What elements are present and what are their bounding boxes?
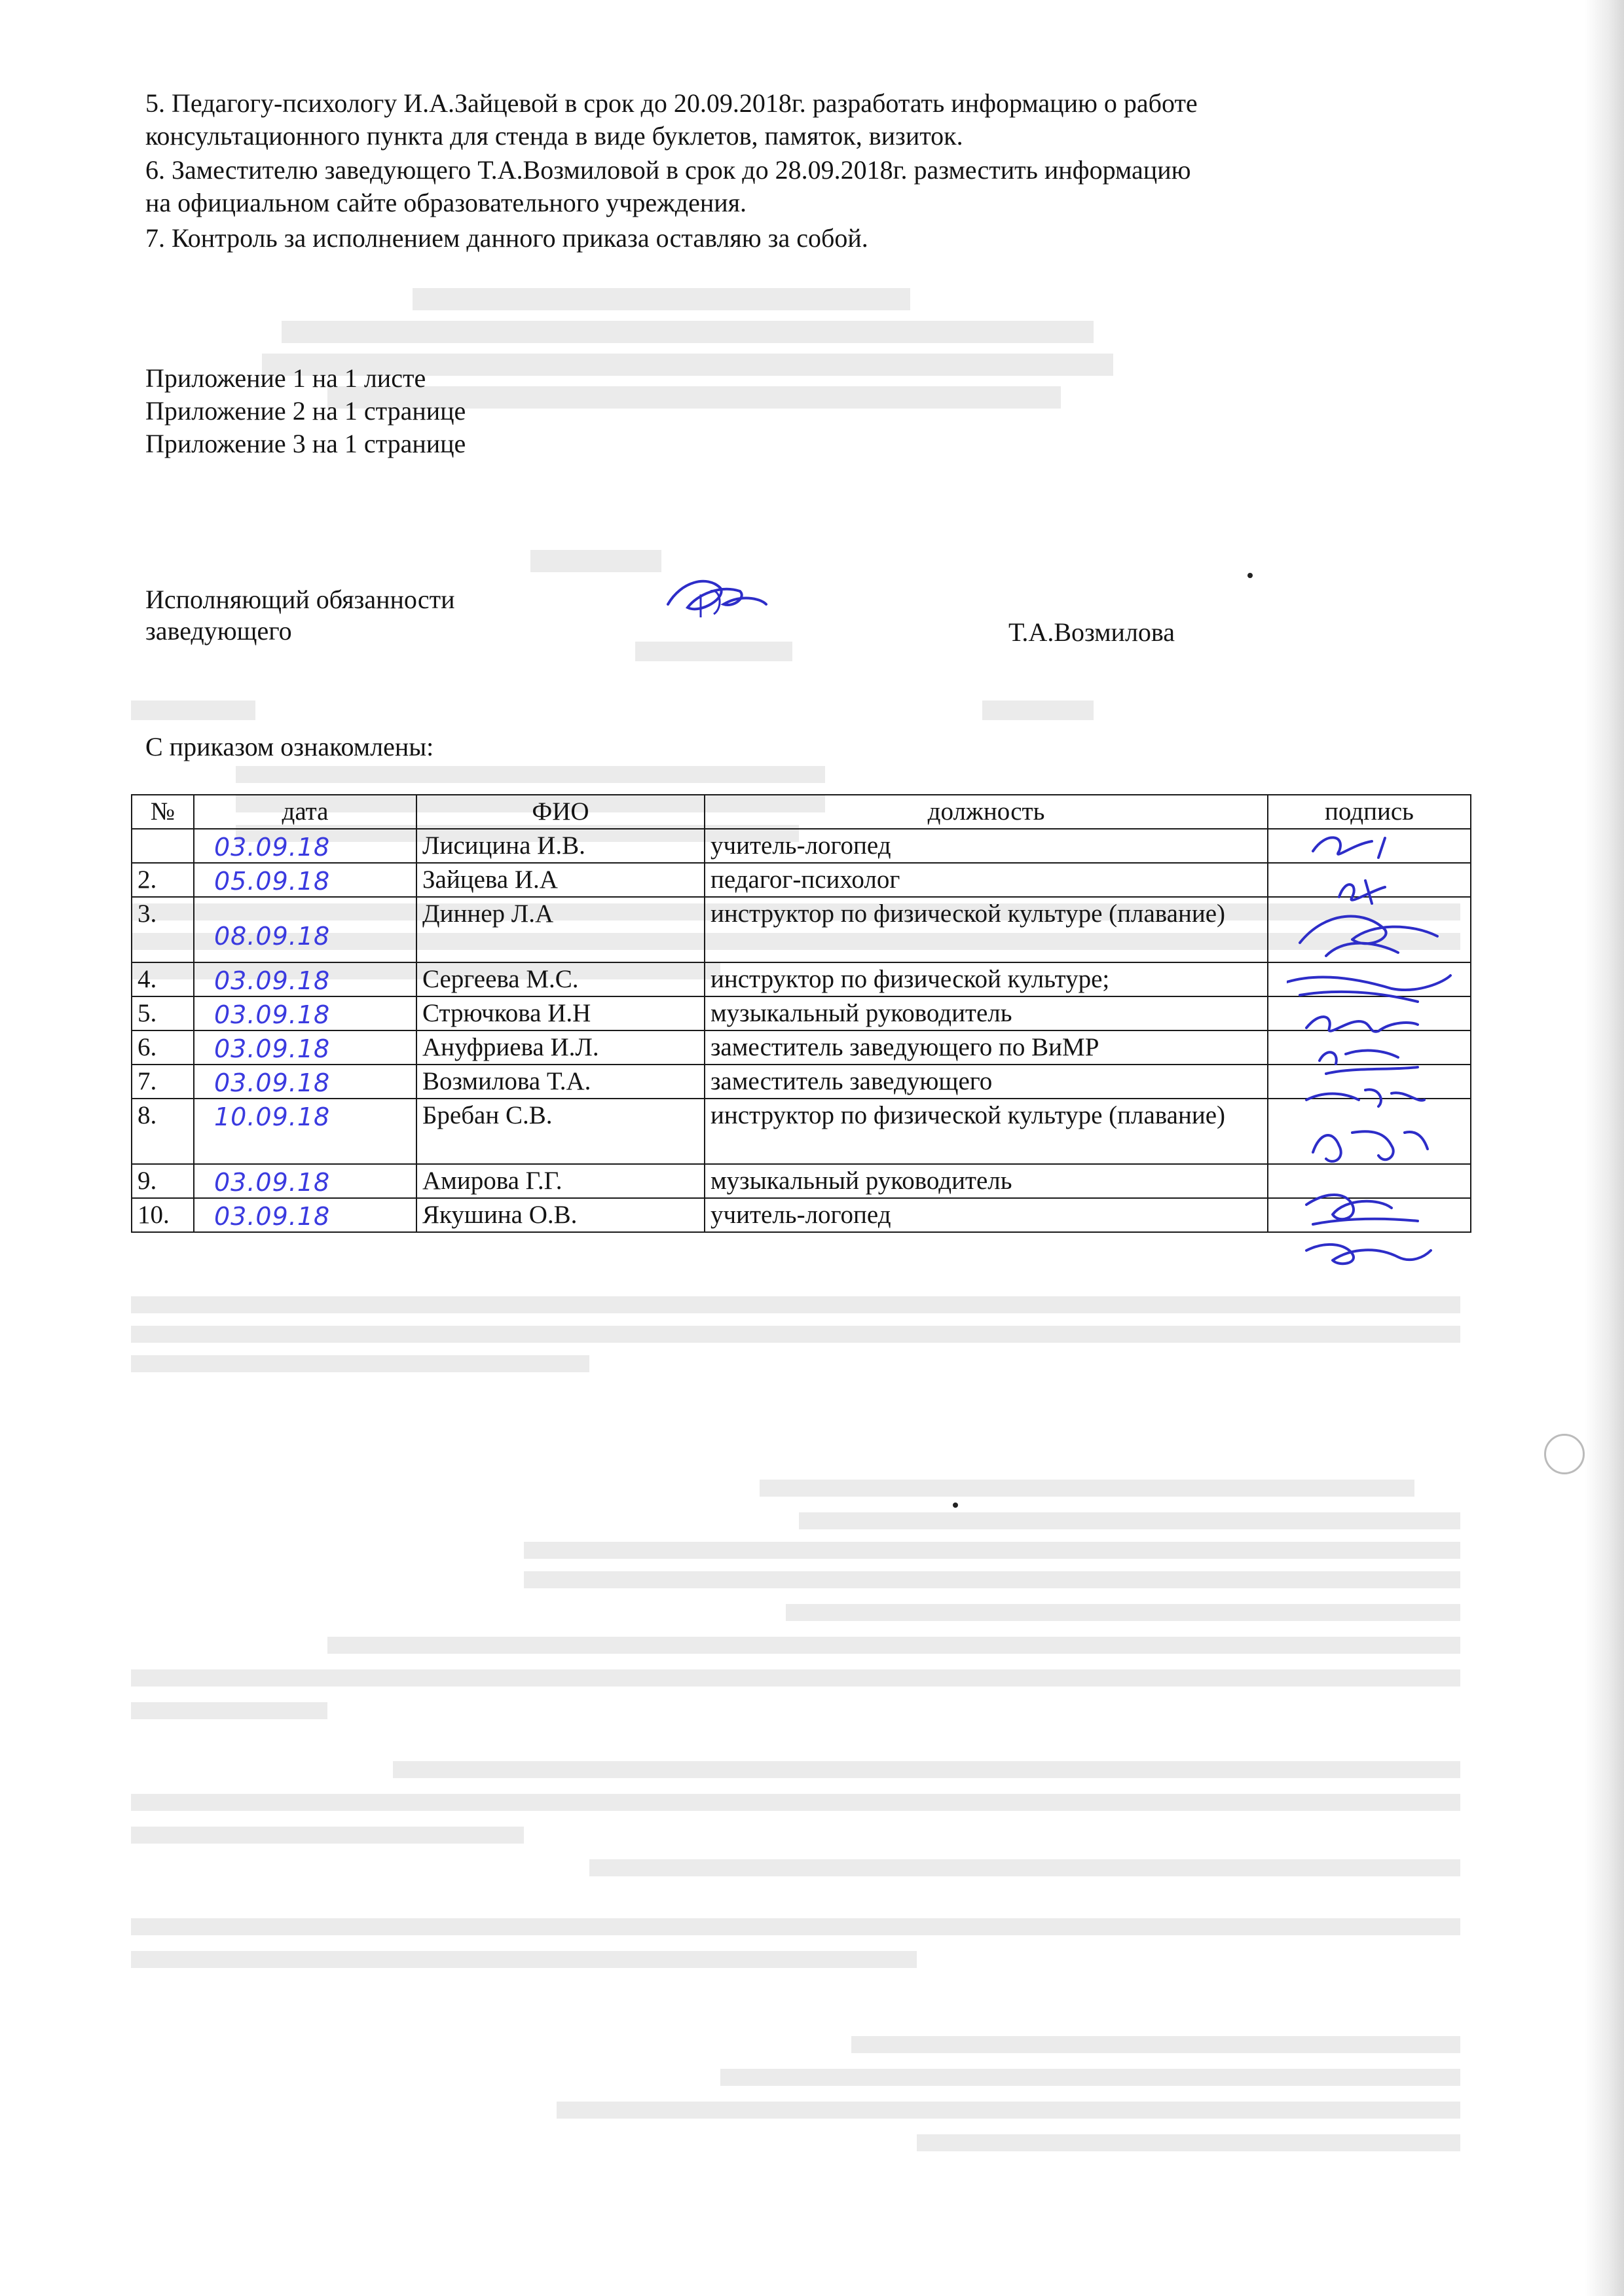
director-signature bbox=[661, 568, 773, 634]
table-row bbox=[132, 1099, 1471, 1164]
col-header-date: дата bbox=[194, 795, 416, 829]
table-row bbox=[132, 863, 1471, 897]
row-position: учитель-логопед bbox=[705, 1198, 1268, 1232]
row-date-cell bbox=[194, 1164, 416, 1198]
row-date: 03.09.18 bbox=[214, 1034, 331, 1063]
row-date-cell bbox=[194, 1099, 416, 1164]
row-number bbox=[132, 829, 194, 863]
row-date-cell bbox=[194, 897, 416, 962]
row-date: 05.09.18 bbox=[214, 867, 331, 896]
attachments-list bbox=[145, 362, 466, 460]
row-number: 5. bbox=[132, 996, 194, 1030]
ink-dot bbox=[1247, 573, 1253, 578]
item-6-line-2: на официальном сайте образовательного учреждения. bbox=[145, 188, 747, 217]
row-number: 2. bbox=[132, 863, 194, 897]
ink-dot bbox=[953, 1503, 958, 1508]
row-date-cell bbox=[194, 996, 416, 1030]
row-date-cell bbox=[194, 1065, 416, 1099]
row-position: музыкальный руководитель bbox=[705, 996, 1268, 1030]
row-position: инструктор по физической культуре (плавание) bbox=[705, 1099, 1268, 1164]
row-name: Диннер Л.А bbox=[416, 897, 705, 962]
table-row bbox=[132, 996, 1471, 1030]
acknowledgement-table bbox=[131, 794, 1471, 1233]
item-5-line-2: консультационного пункта для стенда в виде буклетов, памяток, визиток. bbox=[145, 121, 963, 151]
table-row bbox=[132, 962, 1471, 996]
col-header-position: должность bbox=[705, 795, 1268, 829]
row-date: 10.09.18 bbox=[214, 1102, 331, 1131]
item-5-line-1: 5. Педагогу-психологу И.А.Зайцевой в срок до 20.09.2018г. разработать информацию о работе bbox=[145, 88, 1198, 118]
table-row bbox=[132, 1030, 1471, 1065]
row-number: 3. bbox=[132, 897, 194, 962]
punch-hole-mark bbox=[1544, 1434, 1585, 1474]
table-row bbox=[132, 1164, 1471, 1198]
row-name: Бребан С.В. bbox=[416, 1099, 705, 1164]
row-date: 03.09.18 bbox=[214, 1168, 331, 1197]
table-header-row bbox=[132, 795, 1471, 829]
col-header-name: ФИО bbox=[416, 795, 705, 829]
attachment-1: Приложение 1 на 1 листе bbox=[145, 363, 426, 393]
row-position: заместитель заведующего по ВиМР bbox=[705, 1030, 1268, 1065]
signatory-role-line-1: Исполняющий обязанности bbox=[145, 585, 455, 614]
row-date-cell bbox=[194, 1030, 416, 1065]
row-number: 8. bbox=[132, 1099, 194, 1164]
handwritten-signatures bbox=[1287, 825, 1470, 1316]
row-date-cell bbox=[194, 829, 416, 863]
row-name: Сергеева М.С. bbox=[416, 962, 705, 996]
row-name: Возмилова Т.А. bbox=[416, 1065, 705, 1099]
row-position: заместитель заведующего bbox=[705, 1065, 1268, 1099]
acknowledged-label: С приказом ознакомлены: bbox=[145, 732, 434, 761]
row-date: 03.09.18 bbox=[214, 1000, 331, 1029]
row-position: учитель-логопед bbox=[705, 829, 1268, 863]
attachment-3: Приложение 3 на 1 странице bbox=[145, 429, 466, 458]
row-position: педагог-психолог bbox=[705, 863, 1268, 897]
row-number: 9. bbox=[132, 1164, 194, 1198]
row-number: 10. bbox=[132, 1198, 194, 1232]
row-date: 03.09.18 bbox=[214, 1202, 331, 1231]
table-row bbox=[132, 829, 1471, 863]
row-date: 03.09.18 bbox=[214, 833, 331, 862]
row-name: Ануфриева И.Л. bbox=[416, 1030, 705, 1065]
row-date: 03.09.18 bbox=[214, 1068, 331, 1097]
row-number: 4. bbox=[132, 962, 194, 996]
row-position: музыкальный руководитель bbox=[705, 1164, 1268, 1198]
item-7-line-1: 7. Контроль за исполнением данного приказа оставляю за собой. bbox=[145, 223, 868, 253]
col-header-signature: подпись bbox=[1268, 795, 1471, 829]
row-date-cell bbox=[194, 863, 416, 897]
row-name: Лисицина И.В. bbox=[416, 829, 705, 863]
table-row bbox=[132, 1198, 1471, 1232]
item-6-line-1: 6. Заместителю заведующего Т.А.Возмиловой в срок до 28.09.2018г. разместить информацию bbox=[145, 155, 1191, 185]
row-name: Якушина О.В. bbox=[416, 1198, 705, 1232]
row-position: инструктор по физической культуре; bbox=[705, 962, 1268, 996]
row-name: Зайцева И.А bbox=[416, 863, 705, 897]
row-date: 08.09.18 bbox=[214, 922, 331, 951]
row-name: Амирова Г.Г. bbox=[416, 1164, 705, 1198]
attachment-2: Приложение 2 на 1 странице bbox=[145, 396, 466, 426]
row-position: инструктор по физической культуре (плавание) bbox=[705, 897, 1268, 962]
row-date: 03.09.18 bbox=[214, 966, 331, 995]
signatory-role-line-2: заведующего bbox=[145, 616, 292, 646]
signatory-role bbox=[145, 584, 455, 647]
row-date-cell bbox=[194, 962, 416, 996]
row-name: Стрючкова И.Н bbox=[416, 996, 705, 1030]
row-number: 6. bbox=[132, 1030, 194, 1065]
signatory-name: Т.А.Возмилова bbox=[1008, 617, 1175, 647]
col-header-number: № bbox=[132, 795, 194, 829]
table-row bbox=[132, 897, 1471, 962]
row-number: 7. bbox=[132, 1065, 194, 1099]
table-row bbox=[132, 1065, 1471, 1099]
row-date-cell bbox=[194, 1198, 416, 1232]
